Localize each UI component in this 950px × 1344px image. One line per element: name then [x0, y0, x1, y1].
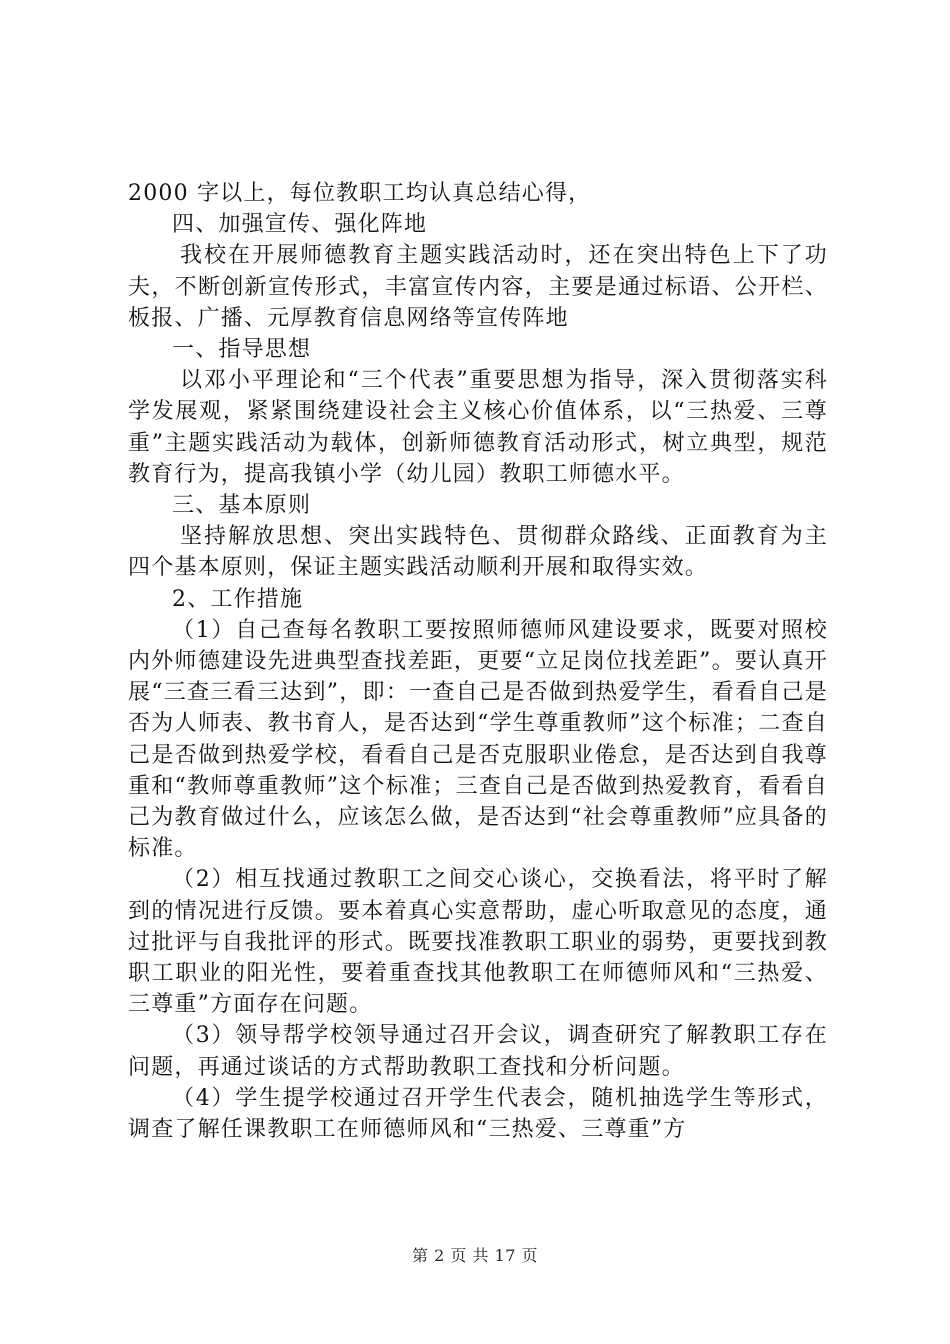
paragraph-measure-3: （3）领导帮学校领导通过召开会议，调查研究了解教职工存在问题，再通过谈话的方式帮助教职工查找和分析问题。	[128, 1023, 828, 1080]
section-heading-measures: 2、工作措施	[172, 586, 304, 612]
section-heading-guiding-thought: 一、指导思想	[172, 337, 312, 363]
paragraph-publicity: 我校在开展师德教育主题实践活动时，还在突出特色上下了功夫，不断创新宣传形式，丰富宣传内容，主要是通过标语、公开栏、板报、广播、元厚教育信息网络等宣传阵地	[128, 243, 828, 331]
paragraph-guiding-thought: 以邓小平理论和“三个代表”重要思想为指导，深入贯彻落实科学发展观，紧紧围绕建设社会主义核心价值体系，以“三热爱、三尊重”主题实践活动为载体，创新师德教育活动形式，树立典型，规范教育行为，提高我镇小学（幼儿园）教职工师德水平。	[128, 368, 828, 487]
paragraph-measure-2: （2）相互找通过教职工之间交心谈心，交换看法，将平时了解到的情况进行反馈。要本着真心实意帮助，虚心听取意见的态度，通过批评与自我批评的形式。既要找准教职工职业的弱势，更要找到教职工职业的阳光性，要着重查找其他教职工在师德师风和“三热爱、三尊重”方面存在问题。	[128, 867, 828, 1018]
section-heading-publicity: 四、加强宣传、强化阵地	[172, 212, 428, 238]
paragraph-measure-1: （1）自己查每名教职工要按照师德师风建设要求，既要对照校内外师德建设先进典型查找差距，更要“立足岗位找差距”。要认真开展“三查三看三达到”，即：一查自己是否做到热爱学生，看看自己是否为人师表、教书育人，是否达到“学生尊重教师”这个标准；二查自己是否做到热爱学校，看看自己是否克服职业倦怠，是否达到自我尊重和“教师尊重教师”这个标准；三查自己是否做到热爱教育，看看自己为教育做过什么，应该怎么做，是否达到“社会尊重教师”应具备的标准。	[128, 617, 828, 862]
document-body	[128, 178, 828, 1145]
section-heading-principles: 三、基本原则	[172, 493, 312, 519]
paragraph-continuation: 2000 字以上，每位教职工均认真总结心得，	[128, 181, 592, 206]
paragraph-measure-4: （4）学生提学校通过召开学生代表会，随机抽选学生等形式，调查了解任课教职工在师德师风和“三热爱、三尊重”方	[128, 1085, 828, 1143]
page-number-footer: 第 2 页 共 17 页	[412, 1246, 538, 1265]
paragraph-principles: 坚持解放思想、突出实践特色、贯彻群众路线、正面教育为主四个基本原则，保证主题实践活动顺利开展和取得实效。	[128, 524, 828, 581]
